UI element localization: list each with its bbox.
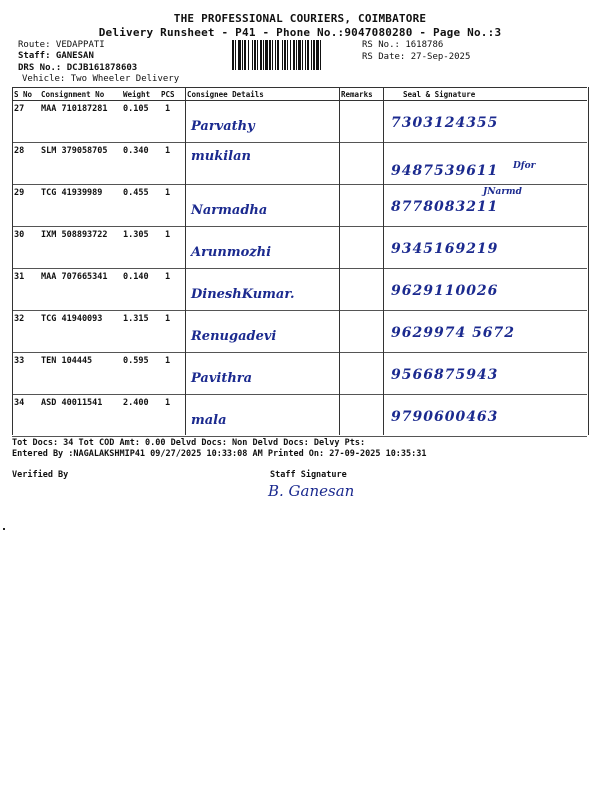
remarks-cell	[339, 269, 383, 311]
phone-handwritten: 9629110026	[391, 283, 499, 299]
remarks-cell	[339, 353, 383, 395]
seal-cell	[383, 143, 587, 185]
speck	[3, 528, 5, 530]
table-row	[12, 227, 587, 269]
pcs-cell: 1	[159, 311, 185, 353]
weight-cell: 0.340	[121, 143, 159, 185]
weight-cell: 0.140	[121, 269, 159, 311]
signature-scrawl: Dfor	[513, 161, 536, 171]
remarks-cell	[339, 185, 383, 227]
pcs-cell: 1	[159, 353, 185, 395]
weight-cell: 2.400	[121, 395, 159, 437]
consignee-name: Parvathy	[191, 119, 255, 134]
remarks-cell	[339, 143, 383, 185]
sno-cell: 33	[12, 353, 39, 395]
runsheet-title: Delivery Runsheet - P41 - Phone No.:9047080280 - Page No.:3	[98, 26, 502, 39]
totals-line: Tot Docs: 34 Tot COD Amt: 0.00 Delvd Docs: Non Delvd Docs: Delvy Pts:	[12, 438, 366, 448]
consignment-cell: MAA 707665341	[39, 269, 121, 311]
weight-cell: 0.595	[121, 353, 159, 395]
col-seal: Seal & Signature	[383, 88, 587, 101]
verified-by-label: Verified By	[12, 470, 69, 480]
rs-date: RS Date: 27-Sep-2025	[362, 52, 471, 62]
route: Route: VEDAPPATI	[18, 40, 105, 50]
phone-handwritten: 8778083211	[391, 199, 499, 215]
consignment-cell: IXM 508893722	[39, 227, 121, 269]
sno-cell: 32	[12, 311, 39, 353]
phone-handwritten: 9790600463	[391, 409, 499, 425]
remarks-cell	[339, 311, 383, 353]
sno-cell: 28	[12, 143, 39, 185]
consignee-cell	[185, 101, 339, 143]
consignee-cell	[185, 353, 339, 395]
weight-cell: 0.455	[121, 185, 159, 227]
barcode-icon	[232, 40, 360, 70]
remarks-cell	[339, 101, 383, 143]
remarks-cell	[339, 227, 383, 269]
seal-cell	[383, 185, 587, 227]
consignment-cell: TCG 41939989	[39, 185, 121, 227]
consignee-name: Narmadha	[191, 203, 268, 218]
weight-cell: 1.315	[121, 311, 159, 353]
staff: Staff: GANESAN	[18, 51, 94, 61]
consignee-cell	[185, 227, 339, 269]
consignee-cell	[185, 143, 339, 185]
seal-cell	[383, 311, 587, 353]
staff-signature: B. Ganesan	[268, 482, 355, 500]
seal-cell	[383, 101, 587, 143]
sno-cell: 31	[12, 269, 39, 311]
pcs-cell: 1	[159, 395, 185, 437]
sno-cell: 29	[12, 185, 39, 227]
consignee-name: mukilan	[191, 149, 251, 164]
consignment-cell: SLM 379058705	[39, 143, 121, 185]
col-remarks: Remarks	[339, 88, 383, 101]
rs-number: RS No.: 1618786	[362, 40, 444, 50]
consignment-cell: TCG 41940093	[39, 311, 121, 353]
drs-number: DRS No.: DCJB161878603	[18, 63, 138, 73]
weight-cell: 1.305	[121, 227, 159, 269]
consignee-cell	[185, 269, 339, 311]
seal-cell	[383, 269, 587, 311]
col-consignment: Consignment No	[39, 88, 121, 101]
col-divider	[339, 87, 340, 435]
remarks-cell	[339, 395, 383, 437]
seal-cell	[383, 353, 587, 395]
col-divider	[383, 87, 384, 435]
consignee-cell	[185, 185, 339, 227]
sno-cell: 30	[12, 227, 39, 269]
consignee-name: Renugadevi	[191, 329, 277, 344]
sno-cell: 34	[12, 395, 39, 437]
col-divider	[185, 87, 186, 435]
phone-handwritten: 9345169219	[391, 241, 499, 257]
pcs-cell: 1	[159, 143, 185, 185]
col-consignee: Consignee Details	[185, 88, 339, 101]
company-title: THE PROFESSIONAL COURIERS, COIMBATORE	[173, 12, 427, 25]
consignment-cell: ASD 40011541	[39, 395, 121, 437]
seal-cell	[383, 227, 587, 269]
table-row	[12, 143, 587, 185]
pcs-cell: 1	[159, 101, 185, 143]
table-row	[12, 395, 587, 437]
phone-handwritten: 9487539611	[391, 163, 499, 179]
consignment-cell: MAA 710187281	[39, 101, 121, 143]
table-border-right	[588, 87, 589, 435]
consignment-cell: TEN 104445	[39, 353, 121, 395]
phone-handwritten: 7303124355	[391, 115, 499, 131]
consignee-name: Arunmozhi	[191, 245, 272, 260]
table-row	[12, 353, 587, 395]
table-row	[12, 269, 587, 311]
phone-handwritten: 9629974 5672	[391, 325, 516, 341]
pcs-cell: 1	[159, 269, 185, 311]
pcs-cell: 1	[159, 227, 185, 269]
col-sno: S No	[12, 88, 39, 101]
table-border-left	[12, 87, 13, 435]
consignee-name: Pavithra	[191, 371, 253, 386]
consignee-name: DineshKumar.	[191, 287, 295, 302]
table-row	[12, 311, 587, 353]
consignee-cell	[185, 311, 339, 353]
signature-scrawl: JNarmd	[483, 187, 522, 197]
weight-cell: 0.105	[121, 101, 159, 143]
table-row	[12, 101, 587, 143]
phone-handwritten: 9566875943	[391, 367, 499, 383]
table-header	[12, 88, 587, 101]
runsheet-table	[12, 87, 587, 437]
sno-cell: 27	[12, 101, 39, 143]
col-weight: Weight	[121, 88, 159, 101]
table-row	[12, 185, 587, 227]
consignee-name: mala	[191, 413, 227, 428]
col-pcs: PCS	[159, 88, 185, 101]
vehicle: Vehicle: Two Wheeler Delivery	[22, 74, 180, 84]
consignee-cell	[185, 395, 339, 437]
staff-signature-label: Staff Signature	[270, 470, 347, 480]
pcs-cell: 1	[159, 185, 185, 227]
entered-by-line: Entered By :NAGALAKSHMIP41 09/27/2025 10:33:08 AM Printed On: 27-09-2025 10:35:31	[12, 449, 427, 459]
seal-cell	[383, 395, 587, 437]
